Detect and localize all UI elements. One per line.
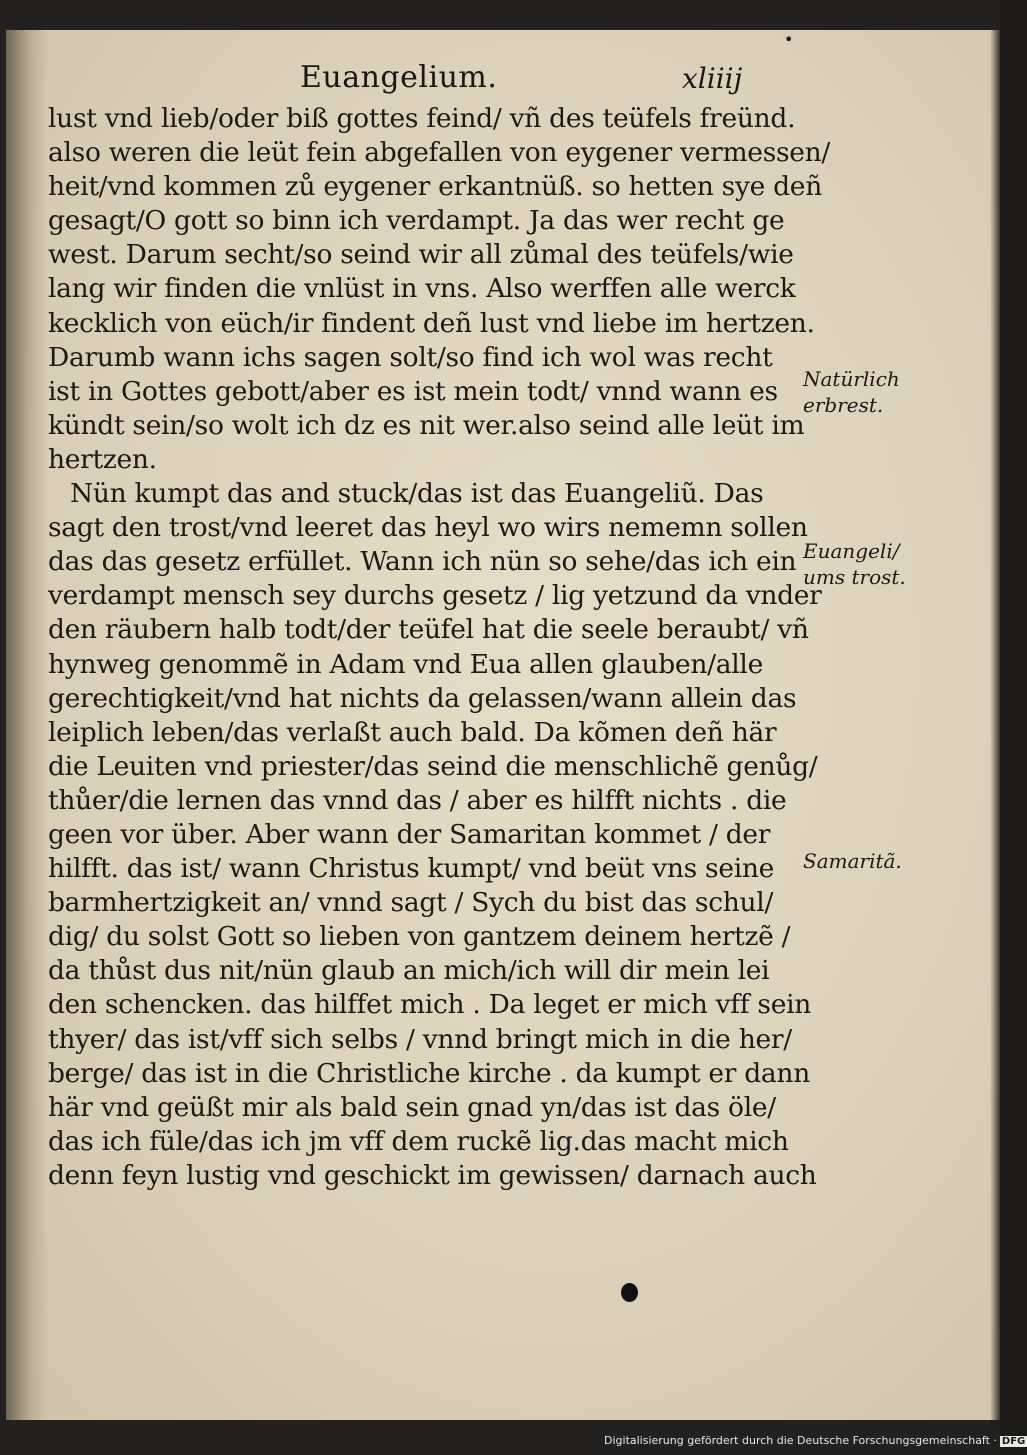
text-line: thyer/ das ist/vff sich selbs / vnnd bringt mich in die her/ xyxy=(48,1023,792,1055)
text-line: west. Darum secht/so seind wir all zůmal des teüfels/wie xyxy=(48,239,794,271)
text-line: berge/ das ist in die Christliche kirche . da kumpt er dann xyxy=(48,1057,810,1089)
text-line: hilfft. das ist/ wann Christus kumpt/ vnd beüt vns seine xyxy=(48,853,775,885)
margin-note-line: erbrest. xyxy=(803,393,884,417)
text-line: kecklich von eüch/ir findent deñ lust vnd liebe im hertzen. xyxy=(48,307,815,339)
text-line: gesagt/O gott so binn ich verdampt. Ja das wer recht ge xyxy=(48,205,785,237)
margin-note-samaritan xyxy=(803,848,902,874)
text-line: den räubern halb todt/der teüfel hat die seele beraubt/ vñ xyxy=(48,614,809,646)
margin-note-line: Samaritã. xyxy=(803,849,902,873)
text-line: här vnd geüßt mir als bald sein gnad yn/das ist das öle/ xyxy=(48,1091,776,1123)
ink-dot-mark xyxy=(621,1283,638,1302)
margin-note-line: ums trost. xyxy=(803,565,906,589)
text-line: das das gesetz erfüllet. Wann ich nün so sehe/das ich ein xyxy=(48,546,797,578)
margin-note-line: Natürlich xyxy=(803,367,900,391)
text-line: thůer/die lernen das vnnd das / aber es hilfft nichts . die xyxy=(48,784,787,816)
text-line: also weren die leüt fein abgefallen von eygener vermessen/ xyxy=(48,137,831,169)
text-line: hertzen. xyxy=(48,443,157,475)
margin-note-line: Euangeli/ xyxy=(803,539,900,563)
text-line: leiplich leben/das verlaßt auch bald. Da kõmen deñ här xyxy=(48,716,777,748)
text-line: kündt sein/so wolt ich dz es nit wer.also seind alle leüt im xyxy=(48,409,805,441)
text-line: da thůst dus nit/nün glaub an mich/ich will dir mein lei xyxy=(48,955,770,987)
margin-note-natuerlich xyxy=(803,366,900,418)
text-line: lust vnd lieb/oder biß gottes feind/ vñ des teüfels freünd. xyxy=(48,103,796,134)
text-line: barmhertzigkeit an/ vnnd sagt / Sych du bist das schul/ xyxy=(48,887,774,919)
digitization-credit xyxy=(604,1434,1027,1447)
text-line: verdampt mensch sey durchs gesetz / lig yetzund da vnder xyxy=(48,580,822,612)
gutter-shadow xyxy=(6,30,48,1420)
text-line: lang wir finden die vnlüst in vns. Also werffen alle werck xyxy=(48,273,796,305)
text-line: sagt den trost/vnd leeret das heyl wo wirs nememn sollen xyxy=(48,512,808,544)
text-line: ist in Gottes gebott/aber es ist mein todt/ vnnd wann es xyxy=(48,375,778,407)
body-text xyxy=(48,102,831,1193)
text-line: hynweg genommẽ in Adam vnd Eua allen glauben/alle xyxy=(48,648,763,680)
dfg-logo: DFG xyxy=(1001,1436,1026,1447)
text-line: Darumb wann ichs sagen solt/so find ich wol was recht xyxy=(48,341,773,373)
text-line: dig/ du solst Gott so lieben von gantzem deinem hertzẽ / xyxy=(48,921,791,953)
text-line: Nün kumpt das and stuck/das ist das Euangeliũ. Das xyxy=(70,478,764,510)
text-line: heit/vnd kommen zů eygener erkantnüß. so hetten sye deñ xyxy=(48,171,822,203)
text-line: geen vor über. Aber wann der Samaritan kommet / der xyxy=(48,818,771,850)
folio-number: xliiij xyxy=(682,62,743,95)
text-line: den schencken. das hilffet mich . Da leget er mich vff sein xyxy=(48,989,812,1021)
text-line: die Leuiten vnd priester/das seind die menschlichẽ genůg/ xyxy=(48,750,818,782)
credit-text: Digitalisierung gefördert durch die Deutsche Forschungsgemeinschaft · xyxy=(604,1434,997,1447)
margin-note-euangeli xyxy=(803,538,906,590)
page-edge xyxy=(990,30,1000,1420)
top-mark: • xyxy=(784,30,794,49)
text-line: gerechtigkeit/vnd hat nichts da gelassen/wann allein das xyxy=(48,682,797,714)
running-title: Euangelium. xyxy=(300,60,498,95)
text-line: denn feyn lustig vnd geschickt im gewissen/ darnach auch xyxy=(48,1159,817,1191)
text-line: das ich füle/das ich jm vff dem ruckẽ lig.das macht mich xyxy=(48,1125,789,1157)
